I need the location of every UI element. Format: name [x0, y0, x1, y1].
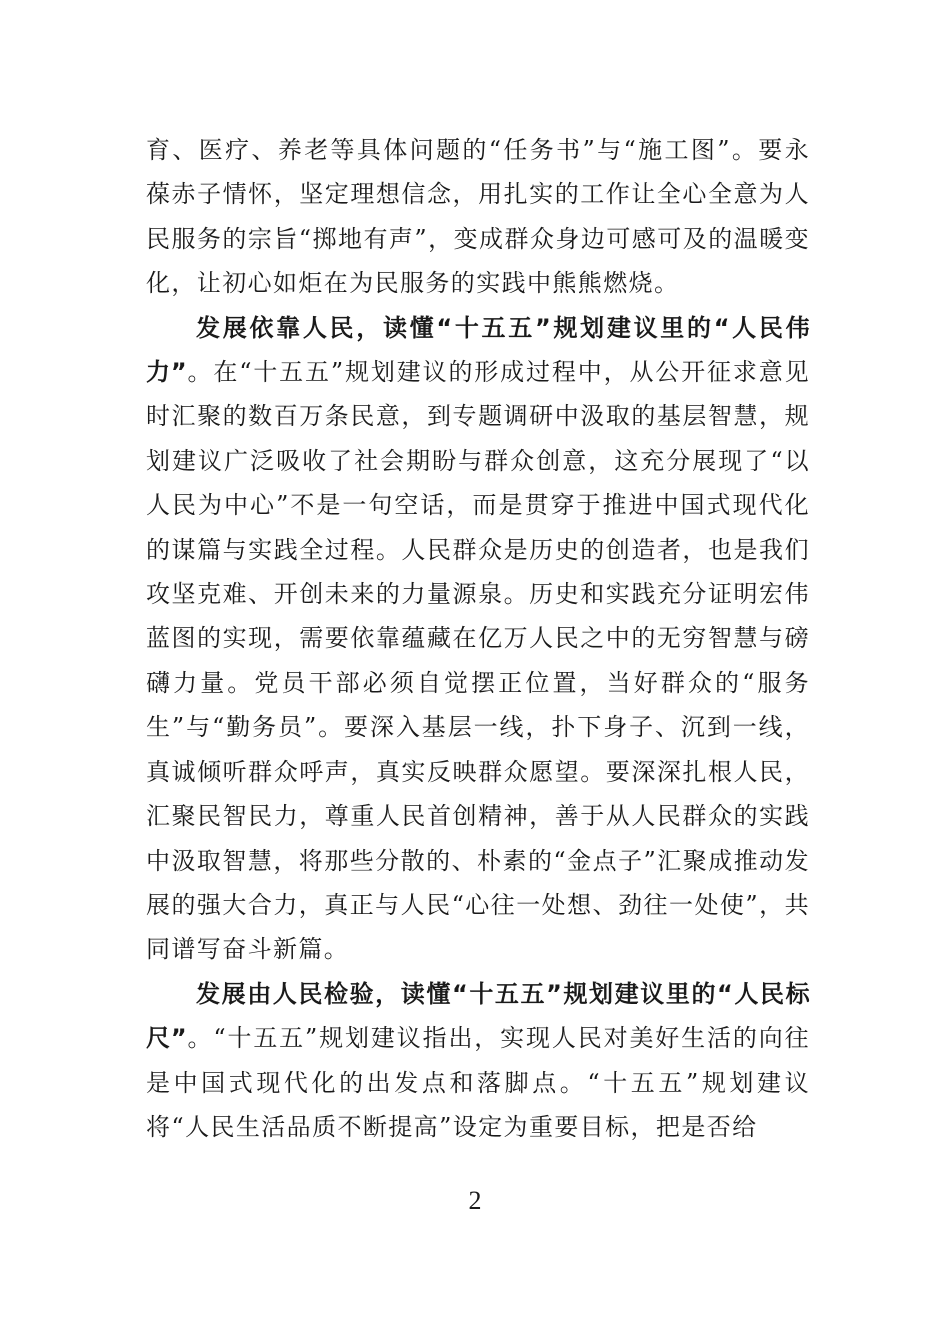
- paragraph-text: 。在“十五五”规划建议的形成过程中，从公开征求意见时汇聚的数百万条民意，到专题调研中汲取的基层智慧，规划建议广泛吸收了社会期盼与群众创意，这充分展现了“以人民为中心”不是一句空话，而是贯穿于推进中国式现代化的谋篇与实践全过程。人民群众是历史的创造者，也是我们攻坚克难、开创未来的力量源泉。历史和实践充分证明宏伟蓝图的实现，需要依靠蕴藏在亿万人民之中的无穷智慧与磅礴力量。党员干部必须自觉摆正位置，当好群众的“服务生”与“勤务员”。要深入基层一线，扑下身子、沉到一线，真诚倾听群众呼声，真实反映群众愿望。要深深扎根人民，汇聚民智民力，尊重人民首创精神，善于从人民群众的实践中汲取智慧，将那些分散的、朴素的“金点子”汇聚成推动发展的强大合力，真正与人民“心往一处想、劲往一处使”，共同谱写奋斗新篇。: [146, 358, 810, 964]
- page-number: 2: [468, 1186, 482, 1215]
- paragraph-continued: [146, 128, 810, 306]
- paragraph-heading: 发展由人民检验，读懂“十五五”规划建议里的“人民标尺”: [146, 979, 810, 1053]
- paragraph-text: 。“十五五”规划建议指出，实现人民对美好生活的向往是中国式现代化的出发点和落脚点。“十五五”规划建议将“人民生活品质不断提高”设定为重要目标，把是否给: [146, 1024, 810, 1141]
- paragraph-heading: 发展依靠人民，读懂“十五五”规划建议里的“人民伟力”: [146, 313, 810, 387]
- paragraph-people-yardstick: [146, 972, 810, 1150]
- paragraph-people-power: [146, 306, 810, 972]
- paragraph-text: 育、医疗、养老等具体问题的“任务书”与“施工图”。要永葆赤子情怀，坚定理想信念，用扎实的工作让全心全意为人民服务的宗旨“掷地有声”，变成群众身边可感可及的温暖变化，让初心如炬在为民服务的实践中熊熊燃烧。: [146, 136, 810, 298]
- body-text: [146, 128, 810, 1149]
